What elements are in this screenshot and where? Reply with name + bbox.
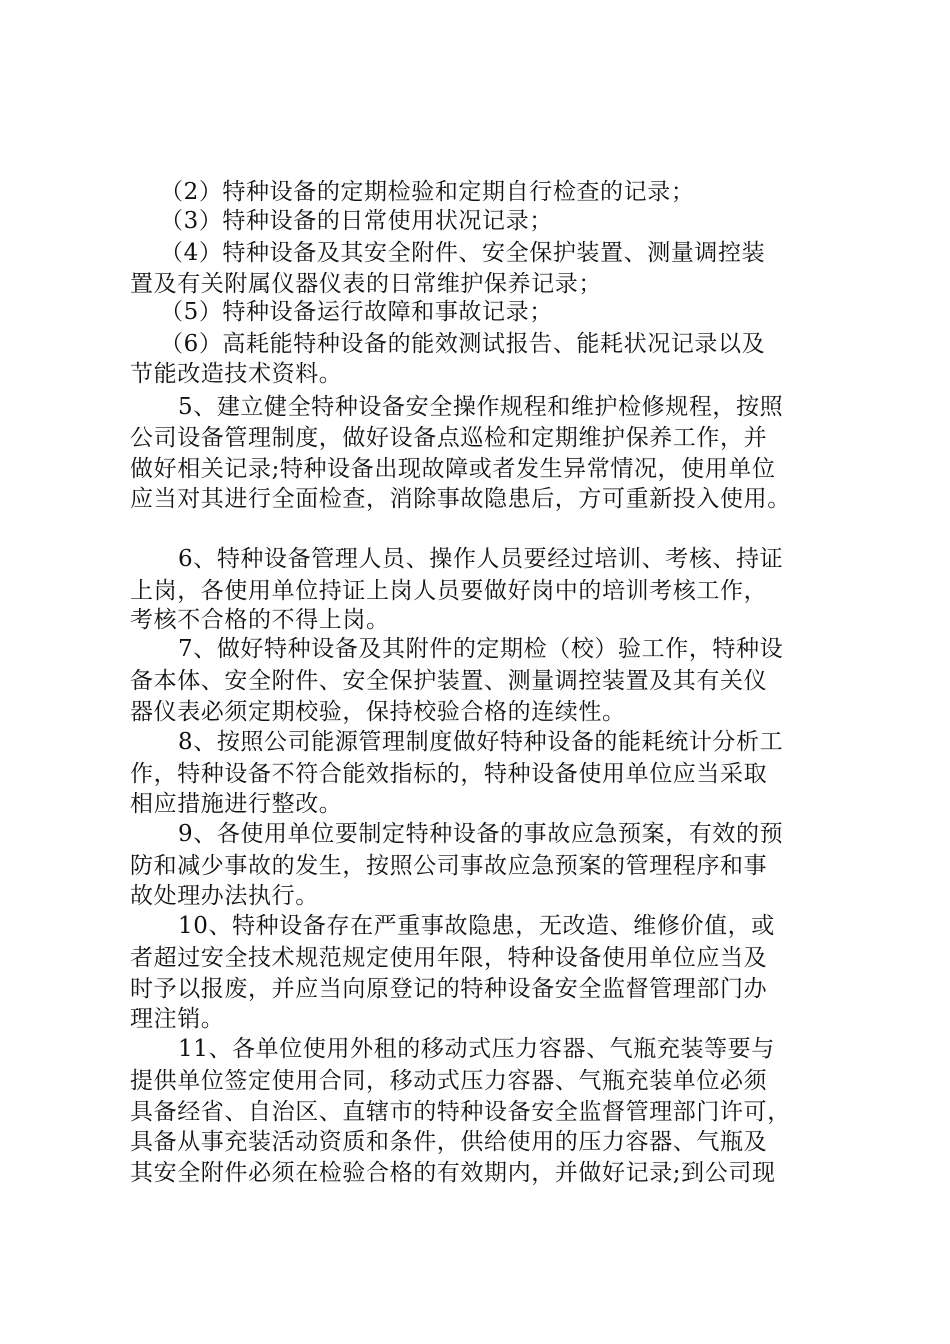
text-line: 提供单位签定使用合同，移动式压力容器、气瓶充装单位必须 bbox=[130, 1068, 768, 1094]
text-line: 者超过安全技术规范规定使用年限，特种设备使用单位应当及 bbox=[130, 945, 768, 971]
text-line: 9、各使用单位要制定特种设备的事故应急预案，有效的预 bbox=[178, 821, 784, 847]
text-line: （6）高耗能特种设备的能效测试报告、能耗状况记录以及 bbox=[160, 331, 766, 357]
text-line: 相应措施进行整改。 bbox=[130, 791, 343, 817]
text-line: 具备从事充装活动资质和条件，供给使用的压力容器、气瓶及 bbox=[130, 1129, 768, 1155]
text-line: 7、做好特种设备及其附件的定期检（校）验工作，特种设 bbox=[178, 636, 784, 662]
text-line: 应当对其进行全面检查，消除事故隐患后，方可重新投入使用。 bbox=[130, 486, 791, 512]
text-line: 11、各单位使用外租的移动式压力容器、气瓶充装等要与 bbox=[178, 1036, 775, 1062]
text-line: 理注销。 bbox=[130, 1006, 225, 1032]
text-line: 考核不合格的不得上岗。 bbox=[130, 607, 390, 633]
text-line: 8、按照公司能源管理制度做好特种设备的能耗统计分析工 bbox=[178, 729, 784, 755]
text-line: 5、建立健全特种设备安全操作规程和维护检修规程，按照 bbox=[178, 394, 784, 420]
text-line: 上岗，各使用单位持证上岗人员要做好岗中的培训考核工作， bbox=[130, 578, 768, 604]
text-line: 故处理办法执行。 bbox=[130, 883, 319, 909]
text-line: 节能改造技术资料。 bbox=[130, 361, 343, 387]
text-line: （3）特种设备的日常使用状况记录； bbox=[160, 208, 553, 234]
text-line: 作，特种设备不符合能效指标的，特种设备使用单位应当采取 bbox=[130, 761, 768, 787]
text-line: 器仪表必须定期校验，保持校验合格的连续性。 bbox=[130, 699, 626, 725]
text-line: （2）特种设备的定期检验和定期自行检查的记录； bbox=[160, 179, 695, 205]
text-line: 公司设备管理制度，做好设备点巡检和定期维护保养工作，并 bbox=[130, 425, 768, 451]
text-line: 其安全附件必须在检验合格的有效期内，并做好记录;到公司现 bbox=[130, 1160, 776, 1186]
text-line: 备本体、安全附件、安全保护装置、测量调控装置及其有关仪 bbox=[130, 668, 768, 694]
text-line: （5）特种设备运行故障和事故记录； bbox=[160, 299, 553, 325]
text-line: 具备经省、自治区、直辖市的特种设备安全监督管理部门许可， bbox=[130, 1099, 791, 1125]
text-line: 做好相关记录;特种设备出现故障或者发生异常情况，使用单位 bbox=[130, 456, 776, 482]
text-line: 6、特种设备管理人员、操作人员要经过培训、考核、持证 bbox=[178, 546, 784, 572]
text-line: （4）特种设备及其安全附件、安全保护装置、测量调控装 bbox=[160, 240, 766, 266]
text-line: 防和减少事故的发生，按照公司事故应急预案的管理程序和事 bbox=[130, 853, 768, 879]
text-line: 置及有关附属仪器仪表的日常维护保养记录； bbox=[130, 271, 602, 297]
text-line: 10、特种设备存在严重事故隐患，无改造、维修价值，或 bbox=[178, 913, 775, 939]
text-line: 时予以报废，并应当向原登记的特种设备安全监督管理部门办 bbox=[130, 976, 768, 1002]
